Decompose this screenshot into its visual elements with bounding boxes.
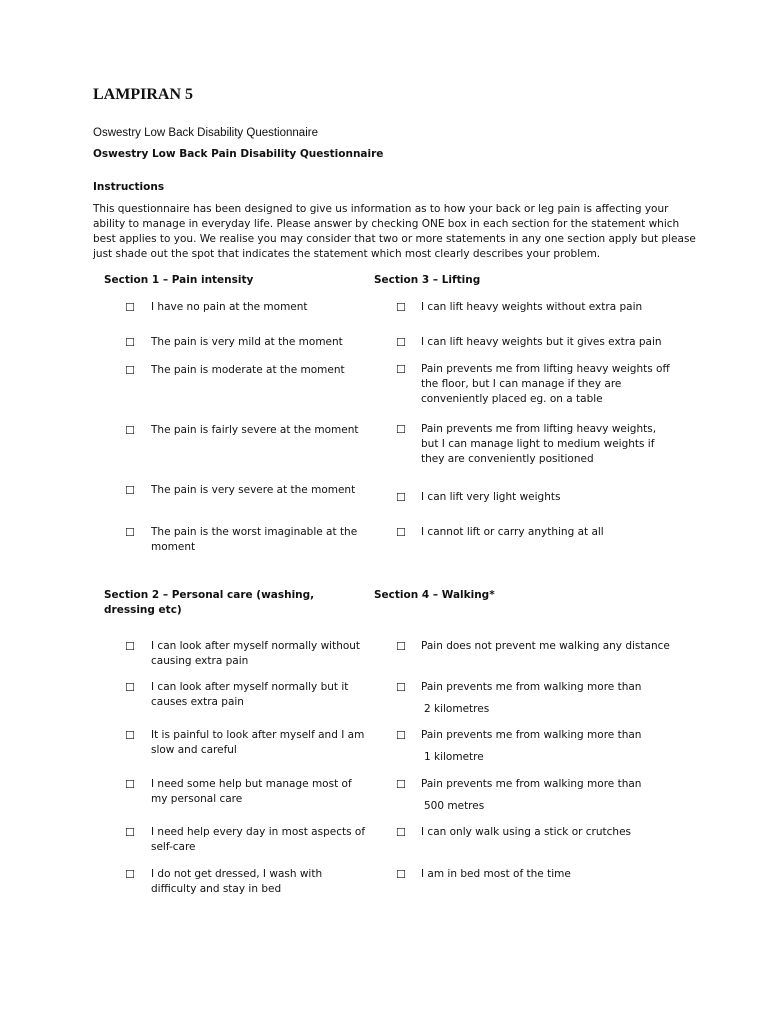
checkbox[interactable]: ☐: [396, 423, 406, 436]
page-heading: LAMPIRAN 5: [93, 86, 193, 103]
option-sublabel: 1 kilometre: [424, 751, 484, 763]
option-label: Pain prevents me from lifting heavy weights off the floor, but I can manage if they are conveniently placed eg. on a table: [421, 363, 670, 405]
option-label: I am in bed most of the time: [421, 868, 571, 880]
option-label: I can lift very light weights: [421, 491, 561, 503]
option-label: The pain is moderate at the moment: [151, 364, 345, 376]
checkbox[interactable]: ☐: [396, 301, 406, 314]
checkbox[interactable]: ☐: [125, 640, 135, 653]
checkbox[interactable]: ☐: [396, 640, 406, 653]
checkbox[interactable]: ☐: [396, 681, 406, 694]
option-sublabel: 2 kilometres: [424, 703, 490, 715]
instructions-text: This questionnaire has been designed to give us information as to how your back or leg pain is affecting your ability to manage in everyday life. Please answer by checking ONE box in each section for the statement which best applies to you. We realise you may consider that two or more statements in any one section apply but please just shade out the spot that indicates the statement which most clearly describes your problem.: [93, 203, 696, 260]
checkbox[interactable]: ☐: [396, 826, 406, 839]
option-label: It is painful to look after myself and I am slow and careful: [151, 729, 365, 756]
document-subtitle: Oswestry Low Back Disability Questionnaire: [93, 127, 318, 139]
checkbox[interactable]: ☐: [125, 778, 135, 791]
section-4-title: Section 4 – Walking*: [374, 589, 495, 601]
option-label: Pain does not prevent me walking any distance: [421, 640, 670, 652]
option-label: I do not get dressed, I wash with difficulty and stay in bed: [151, 868, 323, 895]
option-label: I can lift heavy weights without extra pain: [421, 301, 643, 313]
checkbox[interactable]: ☐: [396, 526, 406, 539]
checkbox[interactable]: ☐: [125, 424, 135, 437]
checkbox[interactable]: ☐: [396, 729, 406, 742]
checkbox[interactable]: ☐: [125, 336, 135, 349]
instructions-heading: Instructions: [93, 181, 165, 193]
option-label: Pain prevents me from walking more than: [421, 778, 642, 790]
checkbox[interactable]: ☐: [396, 778, 406, 791]
option-label: I have no pain at the moment: [151, 301, 308, 313]
checkbox[interactable]: ☐: [396, 491, 406, 504]
checkbox[interactable]: ☐: [125, 364, 135, 377]
option-sublabel: 500 metres: [424, 800, 485, 812]
option-label: Pain prevents me from walking more than: [421, 681, 642, 693]
option-label: I can lift heavy weights but it gives extra pain: [421, 336, 662, 348]
option-label: The pain is very severe at the moment: [151, 484, 356, 496]
checkbox[interactable]: ☐: [396, 336, 406, 349]
checkbox[interactable]: ☐: [125, 868, 135, 881]
checkbox[interactable]: ☐: [125, 729, 135, 742]
checkbox[interactable]: ☐: [396, 363, 406, 376]
checkbox[interactable]: ☐: [125, 301, 135, 314]
section-1-title: Section 1 – Pain intensity: [104, 274, 254, 286]
checkbox[interactable]: ☐: [396, 868, 406, 881]
checkbox[interactable]: ☐: [125, 826, 135, 839]
option-label: I need help every day in most aspects of self-care: [151, 826, 366, 853]
section-3-title: Section 3 – Lifting: [374, 274, 481, 286]
option-label: I cannot lift or carry anything at all: [421, 526, 604, 538]
option-label: I can only walk using a stick or crutches: [421, 826, 632, 838]
document-title: Oswestry Low Back Pain Disability Questionnaire: [93, 148, 384, 160]
option-label: The pain is very mild at the moment: [151, 336, 343, 348]
option-label: The pain is fairly severe at the moment: [151, 424, 359, 436]
option-label: I can look after myself normally without causing extra pain: [151, 640, 361, 667]
section-2-title: Section 2 – Personal care (washing, dressing etc): [104, 589, 315, 616]
option-label: The pain is the worst imaginable at the moment: [151, 526, 358, 553]
checkbox[interactable]: ☐: [125, 484, 135, 497]
option-label: Pain prevents me from lifting heavy weights, but I can manage light to medium weights if they are conveniently positioned: [421, 423, 657, 465]
checkbox[interactable]: ☐: [125, 681, 135, 694]
option-label: Pain prevents me from walking more than: [421, 729, 642, 741]
option-label: I can look after myself normally but it causes extra pain: [151, 681, 349, 708]
option-label: I need some help but manage most of my personal care: [151, 778, 352, 805]
checkbox[interactable]: ☐: [125, 526, 135, 539]
